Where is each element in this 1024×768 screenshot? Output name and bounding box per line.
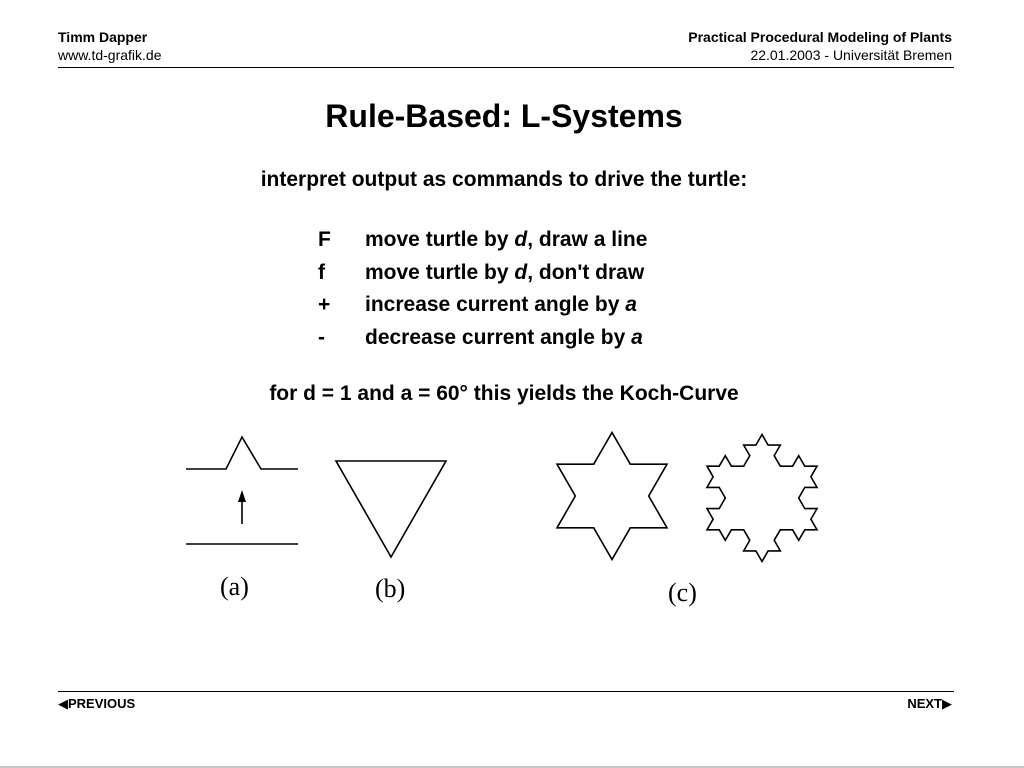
figure-label-c: (c) (668, 578, 697, 607)
command-text: increase current angle by (365, 293, 626, 317)
command-text: move turtle by (365, 228, 515, 251)
author-website: www.td-grafik.de (58, 47, 162, 63)
command-variable: d (514, 228, 528, 251)
previous-button[interactable] (58, 696, 135, 712)
command-symbol: F (318, 228, 331, 251)
slide-intro: interpret output as commands to drive the turtle: (260, 168, 748, 191)
next-label: NEXT (907, 696, 942, 711)
command-text: , draw a line (527, 228, 648, 251)
koch-iteration-1-star (557, 433, 667, 560)
presentation-date-venue: 22.01.2003 - Universität Bremen (750, 47, 952, 63)
koch-axiom-triangle (336, 461, 446, 557)
figure-label-a: (a) (220, 572, 249, 601)
command-variable: a (631, 325, 643, 349)
command-text: , don't draw (527, 260, 645, 284)
command-variable: d (514, 260, 528, 284)
next-button[interactable] (907, 696, 952, 712)
triangle-left-icon: ◀ (58, 696, 68, 711)
koch-iteration-2-snowflake (707, 435, 817, 562)
up-arrow-icon (238, 490, 246, 502)
footer-divider (58, 691, 954, 692)
presentation-title: Practical Procedural Modeling of Plants (688, 29, 952, 45)
koch-generator-line (186, 437, 298, 469)
command-symbol: f (318, 260, 325, 284)
command-text: move turtle by (365, 260, 515, 284)
triangle-right-icon: ▶ (942, 696, 952, 711)
previous-label: PREVIOUS (68, 696, 136, 711)
figure-label-b: (b) (375, 574, 406, 603)
author-name: Timm Dapper (58, 29, 148, 45)
command-text: decrease current angle by (365, 325, 632, 349)
command-variable: a (625, 293, 637, 317)
koch-summary: for d = 1 and a = 60° this yields the Koch-Curve (269, 382, 739, 405)
command-symbol: - (318, 325, 325, 349)
slide-title: Rule-Based: L-Systems (325, 98, 683, 134)
command-symbol: + (318, 293, 331, 317)
